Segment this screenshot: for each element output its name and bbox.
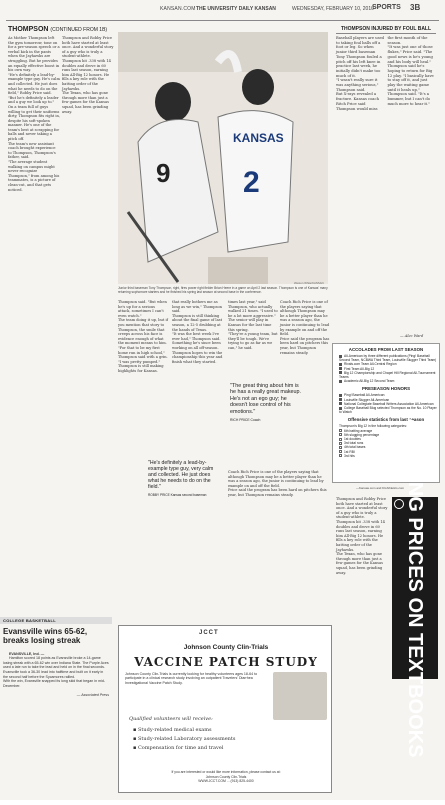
- stat-item-text: 3rd total runs: [344, 441, 364, 446]
- pull-quote-text: "The great thing about him is he has a really great makeup. He's not an ego guy; he doesn't lose control of his emotions.": [230, 383, 302, 415]
- svg-text:9: 9: [156, 158, 171, 188]
- svg-text:2: 2: [243, 166, 260, 199]
- preseason-list: [333, 393, 439, 414]
- story-column-5: times last year," said Thompson, who actually walked 21 times. "I used to be a lot more aggressive." The senior will play in Kansas for the last time this spring. "They're a young team, but they'll be tough. We're trying to go as far as we can," he said.: [228, 300, 278, 350]
- bullet-icon: [339, 371, 342, 374]
- bullet-icon: [339, 407, 342, 410]
- bullet-icon: [339, 363, 342, 366]
- baseball-photo: [118, 32, 328, 284]
- accolade-item: [333, 379, 439, 383]
- accolades-list: [333, 354, 439, 383]
- bullet-icon: [339, 367, 342, 370]
- story-column-3: Thompson said. "But when he's up for a serious attack, sometimes I can't even watch." The team doing it up, but if you mention that story to Thompson, the smile that creeps across his face is evidence enough of what the moment means to him. "For that to be my first home run in high school," Thompson said with a grin. "I was pretty pumped." Thompson is still making highlights for Kansas.: [118, 300, 168, 373]
- college-basketball-brief: [0, 617, 112, 805]
- preseason-item: [333, 406, 439, 414]
- checkbox-icon: [339, 446, 342, 449]
- stat-item-text: 1st doubles: [344, 437, 361, 442]
- jcct-logo: JCCT: [199, 630, 219, 636]
- jcct-benefits: [133, 726, 235, 753]
- accolade-item: [333, 371, 439, 379]
- accolade-item-text: All-American by three different publications (Ping! Baseball Second Team, NCBWA Third Team, Louisville Slugger Third Team): [339, 354, 437, 363]
- pull-quote: [230, 383, 302, 423]
- bullet-icon: [339, 355, 342, 358]
- benefit-item: ▪ Study-related medical exams: [133, 726, 235, 735]
- kicker-name: THOMPSON: [8, 26, 49, 33]
- paper-name: THE UNIVERSITY DAILY KANSAN: [196, 6, 276, 12]
- jcct-title: VACCINE PATCH STUDY: [134, 655, 318, 669]
- college-body: [3, 647, 109, 805]
- preseason-item-text: National Collegiate Baseball Writers Association All-American: [344, 401, 434, 406]
- jcct-footer: [119, 770, 333, 784]
- preseason-item-text: Louisville Slugger All-American: [344, 397, 390, 402]
- story-column-1: As Mother Thompson left the gym tomorrow, tone on for a pre-season speech or a verbal kick in the pants when the Jayhawks are struggling. But he provides an equally effective boost in his own way. "He's definitely a lead-by-example type guy. He's calm and collected. He just does what he needs to do on the field," Robby Price said. "But he's definitely a leader and a guy we look up to." On a team full of guys willing to get their uniforms dirty, Thompson fits right in, despite his soft-spoken manner. He's one of the team's best at scrapping for balls and never taking a pitch off. The team's new assistant coach brought experience to Thompson, Thompson's father, said. "The average student walking on campus might never recognize Thompson," from among his teammates, is a picture of clean-cut, and that gets noticed.: [8, 36, 60, 192]
- pull-quote-2-attribution: ROBBY PRICE Kansas second baseman: [148, 493, 207, 497]
- accolades-title: ACCOLADES FROM LAST SEASON: [348, 347, 424, 352]
- photo-credit: Weston White/KANSAN: [294, 281, 324, 285]
- stat-item-text: 3rd hits: [344, 453, 355, 458]
- benefit-item: ▪ Compensation for time and travel: [133, 744, 235, 753]
- story-column-7: Coach Rich Price is one of the players saying that although Thompson may be a better player than he was a season ago, the junior is continuing to lead by example on and off the field. Price said the program has been hard on pitchers this year, but Thompson remains steady.: [228, 470, 327, 497]
- kicker-continued: (CONTINUED FROM 1B): [50, 27, 108, 33]
- college-dateline: EVANSVILLE, Ind. —: [9, 651, 45, 656]
- checkbox-icon: [339, 433, 342, 436]
- pull-quote-attribution: RICH PRICE Coach: [230, 418, 261, 423]
- accolade-item-text: Academic All-Big 12 Second Team: [344, 379, 395, 384]
- checkbox-icon: [339, 450, 342, 453]
- jcct-lead: Qualified volunteers will receive:: [129, 716, 213, 722]
- textbooks-ad[interactable]: [392, 418, 438, 758]
- pull-quote-2-text: "He's definitely a lead-by-example type guy, very calm and collected. He just does what he needs to do on the field.": [148, 460, 214, 490]
- bullet-icon: [339, 394, 342, 397]
- preseason-item-text: Ping! Baseball All-American: [344, 393, 385, 398]
- jcct-description: Johnson County Clin-Trials is currently looking for healthy volunteers ages 18-64 to participate in a clinical research study involving an outpatient Travelers' Diarrhea Investigational Vaccine Patch Study.: [125, 672, 258, 685]
- story-column-4: that really bothers me as long as we win," Thompson said. Thompson is still thinking about the final game of last season, a 12-5 drubbing at the hands of Texas. "It was the best week I've ever had," Thompson said. Something he's since been working on all off-season. Thompson hopes to win the championship this year and finish what they started.: [172, 300, 223, 364]
- checkbox-icon: [339, 438, 342, 441]
- college-label: COLLEGE BASKETBALL: [0, 617, 112, 624]
- checkbox-icon: [339, 429, 342, 432]
- story-column-8: Thompson and Robby Price both have started at least once. And a wonderful story of a guy who is truly a student-athlete. Thompson hit .338 with 14 doubles and drove in 60 runs last season, earning him All-Big 12 honors. He fills a key role with the batting order of the Jayhawks. The Texan, who has gone through more than just a few games for the Kansas squad, has been grinding away.: [336, 497, 388, 575]
- bullet-icon: [339, 398, 342, 401]
- stats-title: Offensive statistics from last season: [347, 417, 425, 423]
- baseball-photo-illustration: [118, 32, 328, 284]
- college-headline: Evansville wins 65-62, breaks losing streak: [3, 627, 88, 645]
- accolade-item-text: First Team All-Big 12: [344, 366, 375, 371]
- benefit-item: ▪ Study-related Laboratory assessments: [133, 735, 235, 744]
- jcct-contact-note: If you are interested or would like more information, please contact us at:: [171, 770, 281, 774]
- box-source: —Kansas.com and KUAthletics.com: [356, 486, 405, 490]
- college-byline: — Associated Press: [76, 692, 109, 697]
- stat-item-text: 6th batting average: [344, 428, 373, 433]
- checkbox-icon: [339, 454, 342, 457]
- vaccine-ad[interactable]: [118, 625, 332, 793]
- preseason-title: PRESEASON HONORS: [361, 386, 411, 392]
- header-rule: [6, 20, 439, 21]
- issue-date: WEDNESDAY, FEBRUARY 10, 2010: [292, 6, 374, 12]
- jcct-contact-org: Johnson County Clin-Trials: [205, 774, 247, 779]
- bullet-icon: [339, 380, 342, 383]
- photo-caption: Junior third baseman Tony Thompson, right, fires power right fielder Brian Heere in a game on April 2 last season. Thompson is one of Kansas' many returning sophomore starters and he finished his spring last season at second base in the conference.: [118, 286, 328, 294]
- accolade-item: [333, 354, 439, 362]
- preseason-item-text: College Baseball Blog selected Thompson as the No. 10 Player to Watch: [339, 406, 437, 415]
- page-number: 3B: [410, 3, 421, 12]
- sidebar-title: THOMPSON INJURED BY FOUL BALL: [340, 26, 432, 32]
- college-text: Hamilton scored 18 points as Evansville broke a 14-game losing streak with a 65-62 win over Indiana State. The Purple Aces used a late run to take the lead and held on in the final seconds. Evansville took a 36-30 lead into halftime and built on it early in the second half before the Sycamores rallied. With the win, Evansville snapped its long skid that began in mid-December.: [3, 656, 109, 688]
- sidebar-rule: [336, 33, 436, 34]
- stat-item-text: 5th slugging percentage: [344, 432, 380, 437]
- ad-headline: AMAZING PRICES ON TEXTBOOKS: [404, 418, 426, 758]
- stat-item-text: 4th total bases: [344, 445, 366, 450]
- story-column-2: Thompson and Robby Price both have started at least once. And a wonderful story of a guy who is truly a student-athlete. Thompson hit .338 with 14 doubles and drove in 60 runs last season, earning him All-Big 12 honors. He fills a key role with the batting order of the Jayhawks. The Texan, who has gone through more than just a few games for the Kansas squad, has been grinding away.: [62, 36, 114, 114]
- story-kicker: [8, 26, 112, 33]
- accolade-item-text: Rivals.com Team All-Central Region: [344, 362, 397, 367]
- story-column-6: Coach Rich Price is one of the players saying that although Thompson may be a better player than he was a season ago, the junior is continuing to lead by example on and off the field. Price said the program has been hard on pitchers this year, but Thompson remains steady.: [280, 300, 330, 355]
- section-name: SPORTS: [372, 4, 401, 11]
- svg-text:KANSAS: KANSAS: [233, 131, 284, 145]
- stat-item-text: 1st RBI: [344, 449, 355, 454]
- site-name[interactable]: KANSAN.COM: [160, 6, 196, 12]
- patch-photo: [273, 672, 327, 720]
- ad-logo-icon: [394, 499, 404, 509]
- jcct-org: Johnson County Clin-Trials: [183, 644, 269, 651]
- accolade-item-text: Big 12 Championship and Chapel Hill Regional All-Tournament Teams: [339, 370, 436, 380]
- jcct-contact-web[interactable]: WWW.JCCT.COM ... (913) 825-4400: [198, 779, 254, 784]
- page-header: [0, 0, 445, 22]
- checkbox-icon: [339, 442, 342, 445]
- sidebar-byline: — Alec Ward: [400, 334, 424, 338]
- stats-subtitle: Thompson's Big 12 in the following categories:: [339, 424, 407, 429]
- pull-quote-2: [148, 460, 222, 498]
- sidebar-body: Baseball players are used to taking foul balls off a foot or leg. So when junior third baseman Tony Thompson fouled a pitch off his left knee in practice last week, he initially didn't make too much of it. "I wasn't really sure it was anything serious," Thompson said. But X-rays revealed a fracture. Kansas coach Ritch Price said Thompson would miss the first month of the season. "It was just one of those flukes," Price said. "The good news is he's young and his body will heal." Thompson said he's hoping to return for Big 12 play. "I basically have to stay off it, and just play the waiting game until it heals up," Thompson said. "It's a bummer, but I can't do much more to hear it.": [336, 36, 434, 111]
- bullet-icon: [339, 402, 342, 405]
